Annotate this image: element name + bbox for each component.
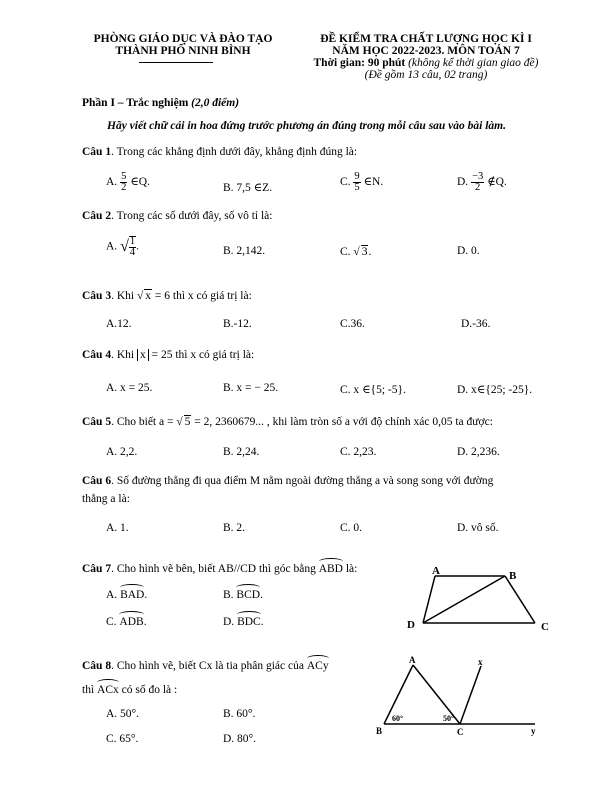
q8-option-b: B. 60°. bbox=[223, 708, 256, 720]
q8-option-a: A. 50°. bbox=[106, 708, 140, 720]
q2-option-d: D. 0. bbox=[457, 245, 480, 257]
angle-c-label: 50° bbox=[443, 714, 455, 723]
segment-ad bbox=[423, 576, 435, 623]
department-name: PHÒNG GIÁO DỤC VÀ ĐÀO TẠO bbox=[93, 33, 273, 45]
q3-option-a: A.12. bbox=[106, 318, 132, 330]
label-c: C bbox=[541, 621, 549, 633]
q1-option-b: B. 7,5 ∈Z. bbox=[223, 182, 273, 194]
ray-cx bbox=[460, 666, 481, 724]
exam-pages: (Đề gồm 13 câu, 02 trang) bbox=[364, 69, 488, 81]
q1-option-c: C. $\frac{9}{5}$ ∈N. bbox=[340, 171, 384, 193]
question-2: Câu 2. Trong các số dưới đây, số vô tỉ là: bbox=[82, 210, 273, 222]
q8-figure bbox=[370, 654, 550, 744]
question-3: Câu 3. Khi √ x = 6 thì x có giá trị là: bbox=[82, 290, 252, 302]
q3-option-d: D.-36. bbox=[461, 318, 491, 330]
question-5: Câu 5. Cho biết a = √ 5 = 2, 2360679... , khi làm tròn số a với độ chính xác 0,05 ta được: bbox=[82, 416, 493, 428]
segment-bc bbox=[505, 576, 535, 623]
q4-option-a: A. x = 25. bbox=[106, 382, 153, 394]
section-instruction: Hãy viết chữ cái in hoa đứng trước phương án đúng trong mỗi câu sau vào bài làm. bbox=[107, 120, 507, 132]
question-8: Câu 8. Cho hình vẽ, biết Cx là tia phân giác của ACy bbox=[82, 660, 329, 672]
label-a: A bbox=[409, 655, 416, 665]
question-7: Câu 7. Cho hình vẽ bên, biết AB//CD thì góc bằng ABD là: bbox=[82, 563, 358, 575]
question-6-line2: thẳng a là: bbox=[82, 493, 130, 505]
segment-bd bbox=[423, 576, 505, 623]
label-a: A bbox=[432, 565, 440, 577]
q7-option-b: B. BCD. bbox=[223, 589, 263, 601]
city-name: THÀNH PHỐ NINH BÌNH bbox=[115, 45, 251, 57]
q2-option-b: B. 2,142. bbox=[223, 245, 266, 257]
label-x: x bbox=[478, 657, 483, 667]
q1-option-a: A. $\frac{5}{2}$ ∈Q. bbox=[106, 171, 150, 193]
label-y: y bbox=[531, 726, 536, 736]
q6-option-c: C. 0. bbox=[340, 522, 363, 534]
header-left bbox=[68, 33, 298, 57]
q1-option-d: D. $\frac{-3}{2}$ ∉Q. bbox=[457, 171, 507, 193]
q7-figure bbox=[400, 562, 560, 637]
q3-option-c: C.36. bbox=[340, 318, 365, 330]
q2-option-a: A. √ $\frac{1}{4}$ . bbox=[106, 236, 139, 258]
q8-option-d: D. 80°. bbox=[223, 733, 257, 745]
q5-option-c: C. 2,23. bbox=[340, 446, 377, 458]
q6-option-d: D. vô số. bbox=[457, 522, 499, 534]
q6-option-a: A. 1. bbox=[106, 522, 129, 534]
q3-option-b: B.-12. bbox=[223, 318, 252, 330]
q5-option-d: D. 2,236. bbox=[457, 446, 500, 458]
header-right bbox=[286, 33, 566, 81]
exam-year-subject: NĂM HỌC 2022-2023. MÔN TOÁN 7 bbox=[332, 45, 520, 57]
q2-option-c: C. √ 3. bbox=[340, 246, 372, 258]
question-1: Câu 1. Trong các khẳng định dưới đây, khẳng định đúng là: bbox=[82, 146, 358, 158]
q4-option-d: D. x∈{25; -25}. bbox=[457, 384, 533, 396]
q8-option-c: C. 65°. bbox=[106, 733, 139, 745]
exam-title: ĐỀ KIỂM TRA CHẤT LƯỢNG HỌC KÌ I bbox=[320, 33, 532, 45]
angle-b-label: 60° bbox=[392, 714, 404, 723]
label-c: C bbox=[457, 727, 464, 737]
q4-option-b: B. x = − 25. bbox=[223, 382, 279, 394]
q5-option-a: A. 2,2. bbox=[106, 446, 138, 458]
q4-option-c: C. x ∈{5; -5}. bbox=[340, 384, 406, 396]
q7-option-d: D. BDC. bbox=[223, 616, 264, 628]
exam-time: Thời gian: 90 phút (không kể thời gian giao đề) bbox=[313, 57, 539, 69]
q5-option-b: B. 2,24. bbox=[223, 446, 260, 458]
label-b: B bbox=[509, 570, 517, 582]
question-6: Câu 6. Số đường thẳng đi qua điểm M nằm ngoài đường thẳng a và song song với đường bbox=[82, 475, 494, 487]
question-4: Câu 4. Khi x = 25 thì x có giá trị là: bbox=[82, 349, 255, 361]
question-8-line2: thì ACx có số đo là : bbox=[82, 684, 178, 696]
q7-option-a: A. BAD. bbox=[106, 589, 148, 601]
q7-option-c: C. ADB. bbox=[106, 616, 147, 628]
label-b: B bbox=[376, 726, 383, 736]
header-underline bbox=[139, 62, 213, 63]
section-title: Phần I – Trắc nghiệm (2,0 điểm) bbox=[82, 97, 240, 109]
label-d: D bbox=[407, 619, 415, 631]
q6-option-b: B. 2. bbox=[223, 522, 246, 534]
